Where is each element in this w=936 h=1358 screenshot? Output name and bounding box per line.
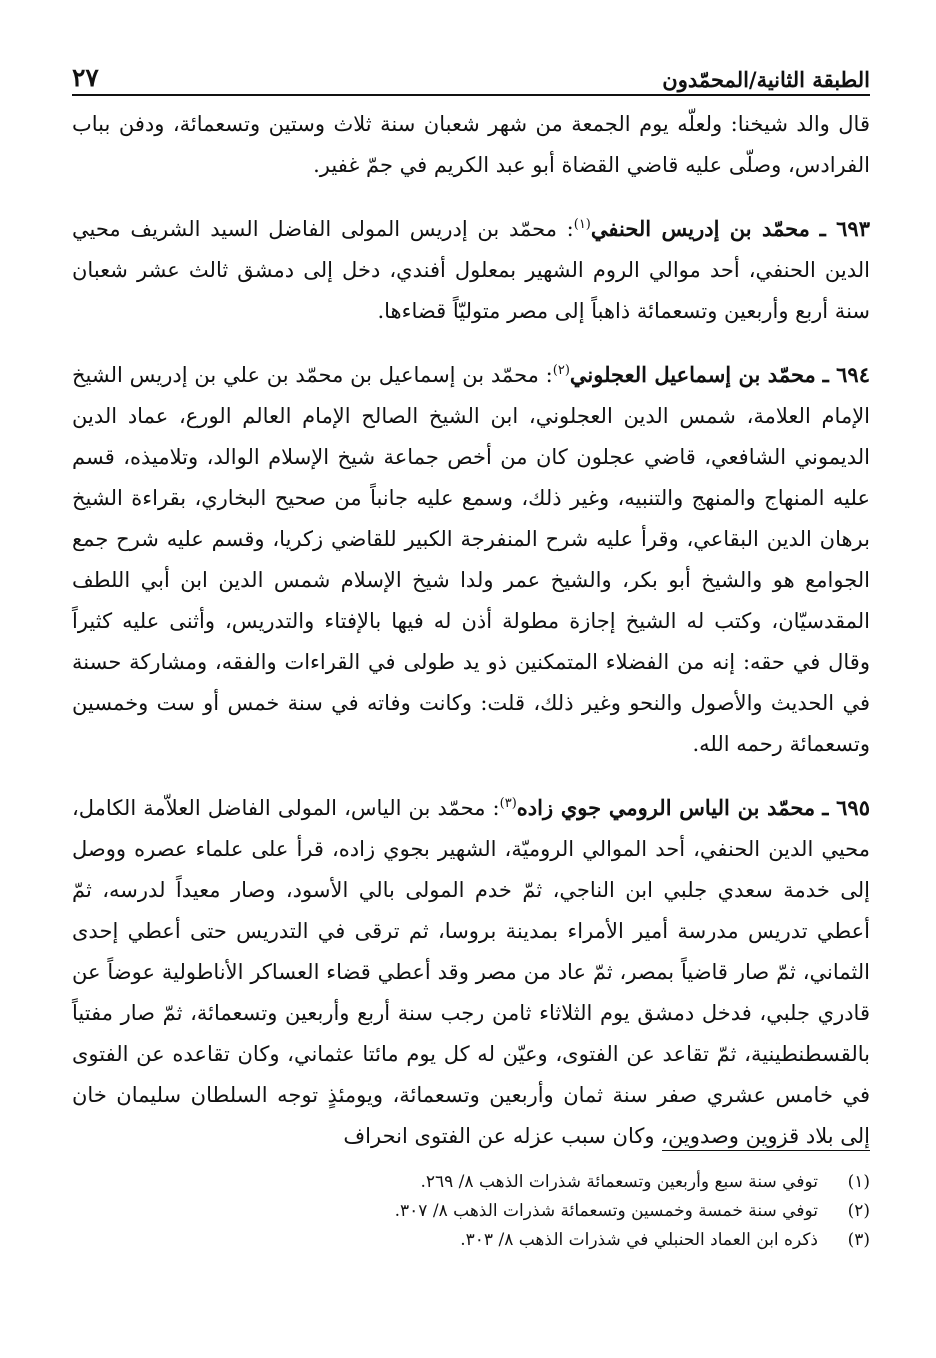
footnote-text: توفي سنة سبع وأربعين وتسعمائة شذرات الذهب ٨/ ٢٦٩. <box>420 1172 818 1192</box>
footnote-marker: (١) <box>573 217 591 232</box>
footnote-text: ذكره ابن العماد الحنبلي في شذرات الذهب ٨/ ٣٠٣. <box>460 1230 818 1250</box>
footnote-divider <box>662 1150 870 1151</box>
biography-entry <box>72 208 870 332</box>
footnote <box>72 1197 870 1226</box>
header-divider <box>72 94 870 96</box>
footnote-number: (٣) <box>847 1230 870 1250</box>
footnote-text: توفي سنة خمسة وخمسين وتسعمائة شذرات الذهب ٨/ ٣٠٧. <box>394 1201 818 1221</box>
running-title: الطبقة الثانية/المحمّدون <box>662 67 870 92</box>
page-number: ٢٧ <box>72 63 99 92</box>
entry-number: ٦٩٥ ـ <box>822 795 870 820</box>
footnote-marker: (٣) <box>499 796 517 811</box>
footnotes <box>72 1168 870 1255</box>
entry-number: ٦٩٤ ـ <box>822 362 870 387</box>
entry-number: ٦٩٣ ـ <box>819 216 870 241</box>
footnote <box>72 1226 870 1255</box>
entry-name: محمّد بن إسماعيل العجلوني <box>569 362 816 387</box>
footnote-marker: (٢) <box>552 363 570 378</box>
entry-text: : محمّد بن إدريس المولى الفاضل السيد الشريف محيي الدين الحنفي، أحد موالي الروم الشهير بمعلول أفندي، دخل إلى دمشق ثالث عشر شعبان سنة أربع وأربعين وتسعمائة ذاهباً إلى مصر متوليّاً قضاءها. <box>72 217 870 323</box>
biography-entry <box>72 787 870 1157</box>
main-text <box>72 104 870 1157</box>
running-header <box>72 52 870 92</box>
entry-name: محمّد بن إدريس الحنفي <box>590 216 810 241</box>
entry-text: : محمّد بن إسماعيل بن محمّد بن علي بن إدريس الشيخ الإمام العلامة، شمس الدين العجلوني، ابن الشيخ الصالح الإمام العالم الورع، عماد الدين الديموني الشافعي، قاضي عجلون كان من أخص جماعة شيخ الإسلام الوالد، وتلاميذه، قسم عليه المنهاج والمنهج والتنبيه، وغير ذلك، وسمع عليه جانباً من صحيح البخاري، بقراءة الشيخ برهان الدين البقاعي، وقرأ عليه شرح المنفرجة الكبير للقاضي زكريا، وقسم عليه شرح جمع الجوامع هو والشيخ أبو بكر، والشيخ عمر ولدا شيخ الإسلام شمس الدين ابن أبي اللطف المقدسيّان، وكتب له الشيخ إجازة مطولة أذن له فيها بالإفتاء والتدريس، وأثنى عليه كثيراً وقال في حقه: إنه من الفضلاء المتمكنين ذو يد طولى في القراءات والفقه، ومشاركة حسنة في الحديث والأصول والنحو وغير ذلك، قلت: وكانت وفاته في سنة خمس أو ست وخمسين وتسعمائة رحمه الله. <box>72 363 870 756</box>
footnote <box>72 1168 870 1197</box>
entry-text: : محمّد بن الياس، المولى الفاضل العلاّمة الكامل، محيي الدين الحنفي، أحد الموالي الروميّة، الشهير بجوي زاده، قرأ على علماء عصره ووصل إلى خدمة سعدي جلبي ابن الناجي، ثمّ خدم المولى بالي الأسود، وصار معيداً لدرسه، ثمّ أعطي تدريس مدرسة أمير الأمراء بمدينة بروسا، ثم ترقى في التدريس حتى أعطي إحدى الثماني، ثمّ صار قاضياً بمصر، ثمّ عاد من مصر وقد أعطي قضاء العساكر الأناطولية عوضاً عن قادري جلبي، فدخل دمشق يوم الثلاثاء ثامن رجب سنة أربع وأربعين وتسعمائة، ثمّ صار مفتياً بالقسطنطينية، ثمّ تقاعد عن الفتوى، وعيّن له كل يوم مائتا عثماني، وكان تقاعده عن الفتوى في خامس عشري صفر سنة ثمان وأربعين وتسعمائة، ويومئذٍ توجه السلطان سليمان خان إلى بلاد قزوين وصدوين، وكان سبب عزله عن الفتوى انحراف <box>72 796 870 1148</box>
footnote-number: (٢) <box>847 1201 870 1221</box>
biography-entry <box>72 354 870 765</box>
intro-paragraph: قال والد شيخنا: ولعلّه يوم الجمعة من شهر شعبان سنة ثلاث وستين وتسعمائة، ودفن بباب الفرادس، وصلّى عليه قاضي القضاة أبو عبد الكريم في جمّ غفير. <box>72 112 870 177</box>
footnote-number: (١) <box>847 1172 870 1192</box>
entry-name: محمّد بن الياس الرومي جوي زاده <box>516 795 816 820</box>
